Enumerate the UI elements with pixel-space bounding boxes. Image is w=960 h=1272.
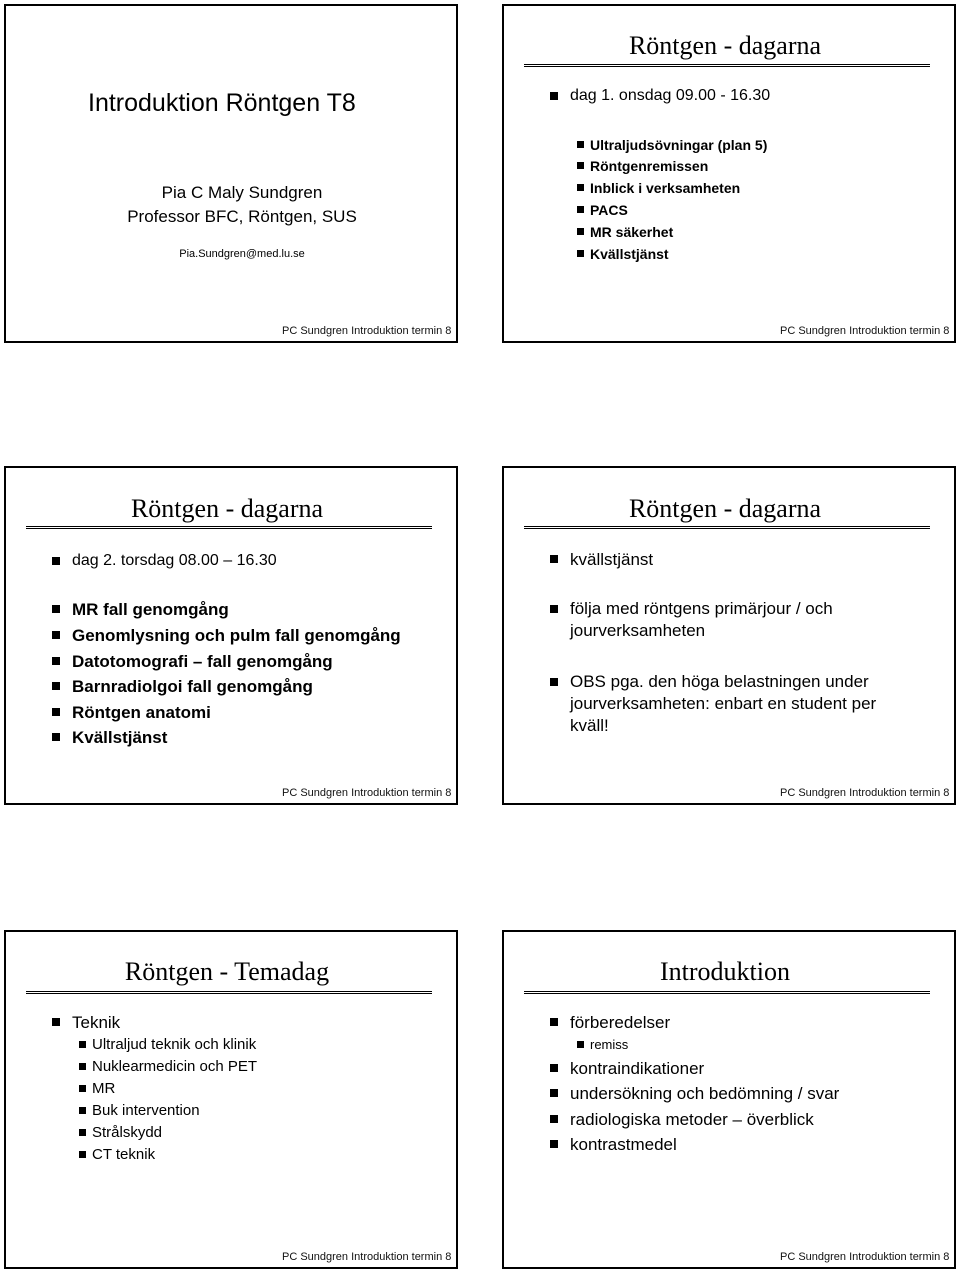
bullet-text — [570, 598, 833, 642]
author-name: Pia C Maly Sundgren — [161, 183, 323, 202]
sub-bullet-item — [79, 1058, 257, 1076]
bullet-text: dag 1. onsdag 09.00 - 16.30 — [570, 87, 771, 104]
sub-bullet-item — [577, 245, 669, 263]
sub-bullet-item — [577, 179, 740, 197]
sub-bullet-text: Kvällstjänst — [590, 246, 669, 262]
sub-bullet-text: Nuklearmedicin och PET — [92, 1058, 258, 1075]
bullet-text: undersökning och bedömning / svar — [570, 1084, 840, 1103]
sub-bullet-text: Buk intervention — [92, 1102, 200, 1119]
sub-bullet-item — [577, 1037, 628, 1053]
bullet-text: dag 2. torsdag 08.00 – 16.30 — [72, 552, 277, 569]
slide-footer: PC Sundgren Introduktion termin 8 — [282, 1251, 452, 1263]
bullet-square-icon — [79, 1063, 86, 1070]
bullet-square-icon — [550, 1140, 558, 1148]
sub-bullet-text: MR säkerhet — [590, 224, 674, 240]
bullet-item — [550, 1058, 704, 1079]
title-underline — [524, 991, 930, 994]
title-underline — [26, 526, 432, 529]
bullet-square-icon — [79, 1129, 86, 1136]
bullet-item — [52, 599, 229, 620]
bullet-square-icon — [52, 631, 60, 639]
author-position: Professor BFC, Röntgen, SUS — [127, 207, 357, 226]
bullet-item — [52, 727, 167, 748]
slide-3 — [4, 466, 458, 805]
bullet-square-icon — [79, 1151, 86, 1158]
bullet-text-line: kväll! — [570, 716, 609, 735]
bullet-text: Datotomografi – fall genomgång — [72, 652, 333, 671]
bullet-item — [52, 625, 401, 646]
bullet-item — [550, 598, 833, 642]
title-underline — [524, 526, 930, 529]
bullet-text: Genomlysning och pulm fall genomgång — [72, 626, 401, 645]
bullet-text: Barnradiolgoi fall genomgång — [72, 677, 313, 696]
bullet-item — [52, 676, 313, 697]
bullet-square-icon — [550, 1115, 558, 1123]
bullet-square-icon — [52, 657, 60, 665]
bullet-item — [550, 1134, 677, 1155]
bullet-square-icon — [550, 555, 558, 563]
sub-bullet-text: Ultraljudsövningar (plan 5) — [590, 137, 768, 153]
slide-6 — [502, 930, 956, 1269]
slide-title: Introduktion — [660, 957, 790, 986]
slide-4 — [502, 466, 956, 805]
bullet-square-icon — [577, 1041, 584, 1048]
bullet-square-icon — [52, 1018, 60, 1026]
sub-bullet-item — [79, 1102, 200, 1120]
bullet-item — [550, 86, 770, 106]
sub-bullet-text: PACS — [590, 202, 628, 218]
bullet-text-line: OBS pga. den höga belastningen under — [570, 672, 869, 691]
bullet-text: Teknik — [72, 1013, 121, 1032]
sub-bullet-text: Röntgenremissen — [590, 158, 709, 174]
bullet-square-icon — [550, 678, 558, 686]
sub-bullet-text: MR — [92, 1080, 116, 1097]
bullet-text: MR fall genomgång — [72, 600, 229, 619]
bullet-text-line: jourverksamheten: enbart en student per — [570, 694, 877, 713]
bullet-square-icon — [52, 733, 60, 741]
bullet-square-icon — [79, 1107, 86, 1114]
sub-bullet-text: CT teknik — [92, 1146, 156, 1163]
bullet-item — [550, 1109, 814, 1130]
slide-5 — [4, 930, 458, 1269]
sub-bullet-item — [577, 201, 628, 219]
sub-bullet-text: Ultraljud teknik och klinik — [92, 1036, 257, 1053]
bullet-square-icon — [52, 605, 60, 613]
sub-bullet-text: Strålskydd — [92, 1124, 163, 1141]
bullet-item — [52, 551, 277, 571]
sub-bullet-item — [79, 1146, 155, 1164]
bullet-square-icon — [577, 184, 584, 191]
bullet-square-icon — [79, 1041, 86, 1048]
bullet-text-line: följa med röntgens primärjour / och — [570, 599, 833, 618]
sub-bullet-text: Inblick i verksamheten — [590, 180, 741, 196]
bullet-text: förberedelser — [570, 1013, 671, 1032]
bullet-square-icon — [550, 92, 558, 100]
sub-bullet-item — [577, 157, 708, 175]
bullet-square-icon — [577, 141, 584, 148]
bullet-item — [550, 671, 876, 737]
bullet-text: kontrastmedel — [570, 1135, 677, 1154]
sub-bullet-item — [79, 1080, 115, 1098]
bullet-text-line: jourverksamheten — [570, 621, 706, 640]
bullet-text: radiologiska metoder – överblick — [570, 1110, 814, 1129]
bullet-text: kvällstjänst — [570, 550, 654, 569]
author-email: Pia.Sundgren@med.lu.se — [179, 248, 305, 260]
bullet-text: Röntgen anatomi — [72, 703, 211, 722]
slide-2 — [502, 4, 956, 343]
bullet-square-icon — [550, 1064, 558, 1072]
bullet-square-icon — [577, 206, 584, 213]
sub-bullet-item — [577, 136, 767, 154]
bullet-item — [52, 651, 333, 672]
bullet-square-icon — [577, 250, 584, 257]
slide-1 — [4, 4, 458, 343]
bullet-item — [52, 702, 211, 723]
bullet-text: kontraindikationer — [570, 1059, 705, 1078]
slide-title: Röntgen - dagarna — [628, 494, 822, 523]
sub-bullet-item — [79, 1124, 162, 1142]
bullet-square-icon — [79, 1085, 86, 1092]
bullet-square-icon — [577, 162, 584, 169]
bullet-square-icon — [52, 682, 60, 690]
slide-footer: PC Sundgren Introduktion termin 8 — [780, 325, 950, 337]
bullet-square-icon — [52, 557, 60, 565]
bullet-square-icon — [577, 228, 584, 235]
bullet-text: Kvällstjänst — [72, 728, 168, 747]
bullet-item — [52, 1012, 120, 1033]
title-underline — [26, 991, 432, 994]
slide-title: Röntgen - Temadag — [124, 957, 330, 986]
slide-footer: PC Sundgren Introduktion termin 8 — [282, 787, 452, 799]
sub-bullet-text: remiss — [590, 1037, 629, 1052]
bullet-item — [550, 1083, 839, 1104]
slide-title: Röntgen - dagarna — [130, 494, 324, 523]
bullet-item — [550, 1012, 670, 1033]
bullet-square-icon — [550, 605, 558, 613]
sub-bullet-item — [577, 223, 673, 241]
slide-title: Röntgen - dagarna — [628, 31, 822, 60]
bullet-item — [550, 549, 653, 570]
slide-footer: PC Sundgren Introduktion termin 8 — [282, 325, 452, 337]
slide-footer: PC Sundgren Introduktion termin 8 — [780, 787, 950, 799]
title-underline — [524, 64, 930, 67]
bullet-text — [570, 671, 876, 737]
bullet-square-icon — [550, 1018, 558, 1026]
slide-footer: PC Sundgren Introduktion termin 8 — [780, 1251, 950, 1263]
slide-title: Introduktion Röntgen T8 — [88, 89, 356, 117]
bullet-square-icon — [52, 708, 60, 716]
bullet-square-icon — [550, 1089, 558, 1097]
sub-bullet-item — [79, 1036, 256, 1054]
